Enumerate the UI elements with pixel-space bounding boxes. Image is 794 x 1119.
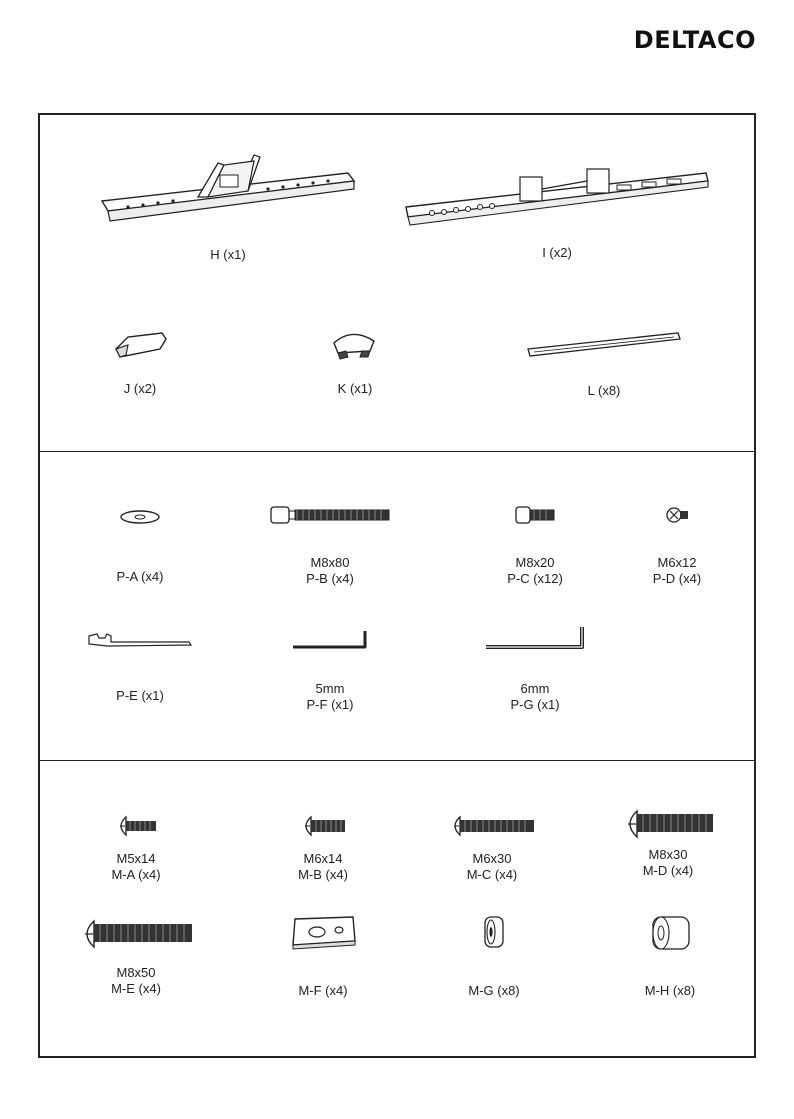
screw-m8x50-illustration — [78, 919, 194, 949]
part-md-size: M8x30 — [648, 847, 688, 862]
spacer-rod-illustration — [524, 329, 684, 363]
part-pd-label — [642, 555, 712, 587]
screw-m6x14-illustration — [299, 815, 347, 837]
spacer-small-illustration — [481, 913, 507, 951]
spacer-large-illustration — [647, 913, 693, 953]
end-cap-j-illustration — [110, 327, 170, 363]
part-pf-code: P-F (x1) — [306, 697, 354, 712]
part-pc — [490, 505, 580, 587]
part-me — [76, 919, 196, 997]
part-pa — [100, 507, 180, 585]
part-pg — [480, 623, 590, 713]
section-divider — [40, 451, 754, 452]
part-h-label: H (x1) — [210, 247, 246, 262]
wrench-illustration — [85, 630, 195, 650]
part-me-label — [76, 965, 196, 997]
part-md-label — [618, 847, 718, 879]
part-pg-code: P-G (x1) — [510, 697, 560, 712]
end-cap-k-illustration — [330, 327, 380, 363]
part-mb — [283, 815, 363, 883]
part-mb-code: M-B (x4) — [298, 867, 348, 882]
part-k — [315, 327, 395, 397]
part-i — [402, 157, 712, 261]
part-h — [98, 151, 358, 263]
screw-m6x30-illustration — [448, 815, 536, 837]
part-pe — [80, 630, 200, 704]
part-ma-label — [96, 851, 176, 883]
hex-key-6mm-illustration — [482, 623, 588, 653]
part-k-label: K (x1) — [337, 381, 373, 396]
part-j — [100, 327, 180, 397]
part-mb-size: M6x14 — [303, 851, 343, 866]
part-pa-label: P-A (x4) — [116, 569, 164, 584]
part-pc-size: M8x20 — [515, 555, 555, 570]
part-pf-size: 5mm — [315, 681, 345, 696]
part-pd — [642, 505, 712, 587]
part-l — [524, 329, 684, 399]
bolt-m8x20-illustration — [514, 505, 556, 525]
screw-m6x12-illustration — [664, 505, 690, 525]
wall-plate-illustration — [98, 151, 358, 231]
part-l-label: L (x8) — [587, 383, 621, 398]
part-pg-size: 6mm — [520, 681, 550, 696]
part-i-label: I (x2) — [542, 245, 572, 260]
part-mc-code: M-C (x4) — [466, 867, 518, 882]
hex-key-5mm-illustration — [289, 627, 371, 653]
part-pf-label — [285, 681, 375, 713]
arm-bar-illustration — [402, 157, 712, 231]
part-mf-label: M-F (x4) — [298, 983, 348, 998]
part-pb-label — [265, 555, 395, 587]
screw-m8x30-illustration — [621, 809, 715, 839]
part-pg-label — [480, 681, 590, 713]
section-divider — [40, 760, 754, 761]
part-mc-label — [442, 851, 542, 883]
part-mg — [454, 913, 534, 999]
part-pb-size: M8x80 — [310, 555, 350, 570]
part-j-label: J (x2) — [123, 381, 157, 396]
part-me-code: M-E (x4) — [111, 981, 161, 996]
part-pf — [285, 627, 375, 713]
parts-list-frame — [38, 113, 756, 1058]
plate-illustration — [287, 913, 359, 949]
part-mb-label — [283, 851, 363, 883]
part-md-code: M-D (x4) — [642, 863, 694, 878]
part-ma — [96, 815, 176, 883]
part-md — [618, 809, 718, 879]
part-me-size: M8x50 — [116, 965, 156, 980]
part-pc-label — [490, 555, 580, 587]
part-pc-code: P-C (x12) — [507, 571, 563, 586]
part-pb — [265, 505, 395, 587]
bolt-m8x80-illustration — [269, 505, 391, 525]
part-ma-code: M-A (x4) — [111, 867, 161, 882]
deltaco-logo: DELTACO — [633, 26, 756, 54]
part-mh-label: M-H (x8) — [644, 983, 696, 998]
part-pe-label: P-E (x1) — [116, 688, 164, 703]
part-pd-code: P-D (x4) — [652, 571, 702, 586]
part-pb-code: P-B (x4) — [306, 571, 354, 586]
part-pd-size: M6x12 — [657, 555, 697, 570]
part-mf — [278, 913, 368, 999]
part-ma-size: M5x14 — [116, 851, 156, 866]
part-mc — [442, 815, 542, 883]
part-mh — [630, 913, 710, 999]
part-mc-size: M6x30 — [472, 851, 512, 866]
screw-m5x14-illustration — [114, 815, 158, 837]
part-mg-label: M-G (x8) — [468, 983, 520, 998]
washer-illustration — [118, 507, 162, 527]
